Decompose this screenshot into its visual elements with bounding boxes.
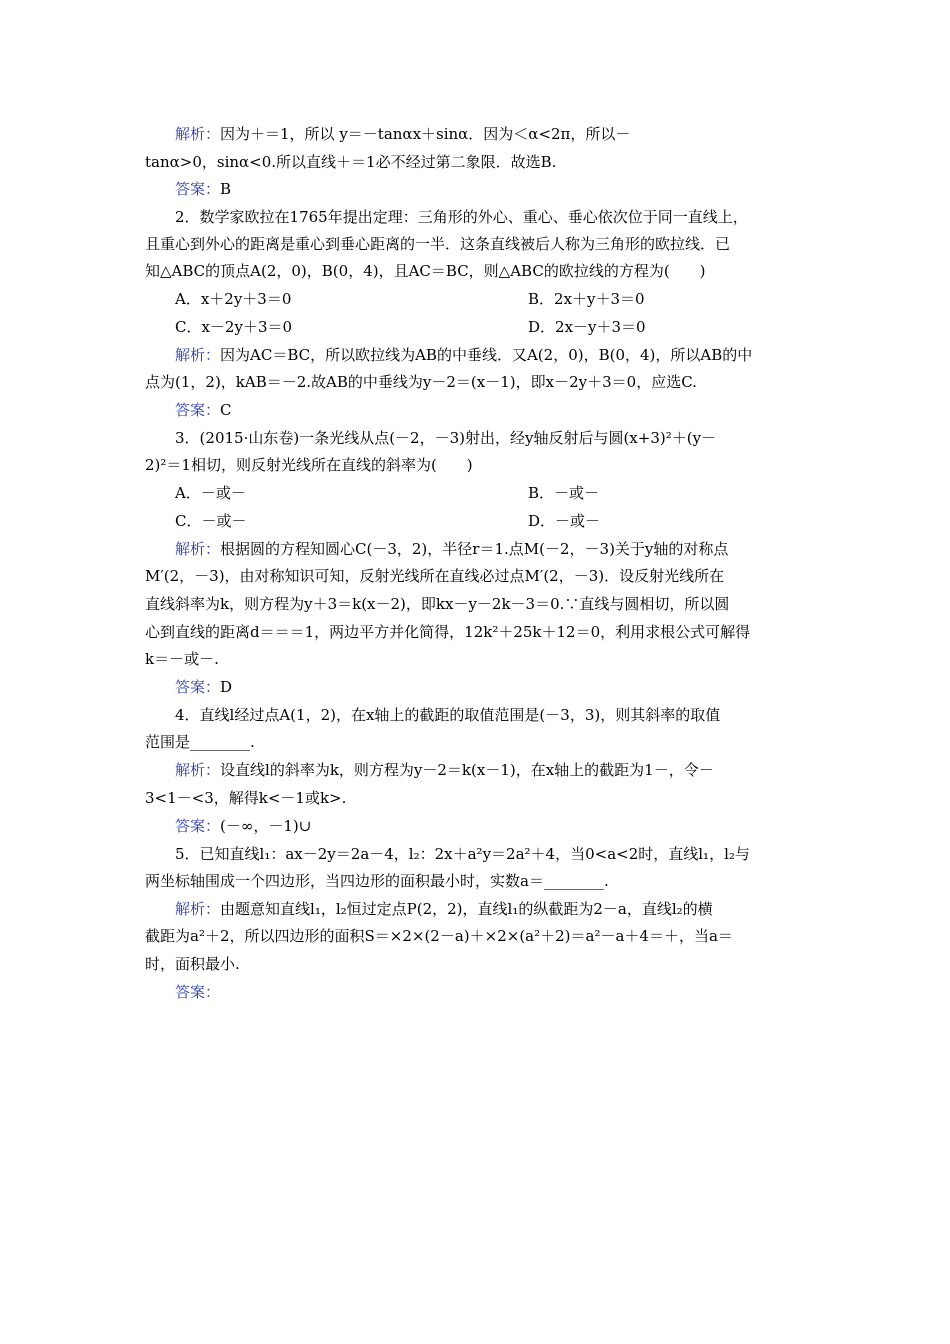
answer-label: 答案： xyxy=(175,401,221,419)
q3-analysis: 解析：根据圆的方程知圆心C(－3，2)，半径r＝1.点M(－2，－3)关于y轴的对称点 xyxy=(175,540,729,558)
analysis-label: 解析： xyxy=(175,540,221,558)
text-line: M′(2，－3)，由对称知识可知，反射光线所在直线必过点M′(2，－3)．设反射光线所在 xyxy=(145,567,725,585)
text-line: 3<1－<3，解得k<－1或k>. xyxy=(145,789,347,807)
option-c: C．－或－ xyxy=(175,512,247,530)
answer-label: 答案： xyxy=(175,180,221,198)
text-line: 知△ABC的顶点A(2，0)，B(0，4)，且AC＝BC，则△ABC的欧拉线的方程为( ) xyxy=(145,262,706,280)
q5-answer xyxy=(175,982,220,1002)
option-a: A．－或－ xyxy=(175,484,246,502)
analysis-label: 解析： xyxy=(175,346,221,364)
q4-text: 4．直线l经过点A(1，2)，在x轴上的截距的取值范围是(－3，3)，则其斜率的取值 xyxy=(175,706,721,724)
text-line: 心到直线的距离d＝＝＝1，两边平方并化简得，12k²＋25k＋12＝0，利用求根公式可解得 xyxy=(145,623,751,641)
option-d: D．2x－y＋3＝0 xyxy=(528,318,646,336)
text-line: 且重心到外心的距离是重心到垂心距离的一半．这条直线被后人称为三角形的欧拉线．已 xyxy=(145,235,731,253)
option-d: D．－或－ xyxy=(528,512,601,530)
text-line: 直线斜率为k，则方程为y＋3＝k(x－2)，即kx－y－2k－3＝0.∵直线与圆相切，所以圆 xyxy=(145,595,730,613)
analysis-label: 解析： xyxy=(175,761,221,779)
analysis-label: 解析： xyxy=(175,125,221,143)
option-b: B．2x＋y＋3＝0 xyxy=(528,290,645,308)
text-line: 点为(1，2)，kAB＝－2.故AB的中垂线为y－2＝(x－1)，即x－2y＋3＝0，应选C. xyxy=(145,373,697,391)
answer-label: 答案： xyxy=(175,678,221,696)
q4-analysis: 解析：设直线l的斜率为k，则方程为y－2＝k(x－1)，在x轴上的截距为1－，令－ xyxy=(175,761,714,779)
q5-analysis: 解析：由题意知直线l₁，l₂恒过定点P(2，2)，直线l₁的纵截距为2－a，直线l₂的横 xyxy=(175,900,713,918)
q2-analysis: 解析：因为AC＝BC，所以欧拉线为AB的中垂线．又A(2，0)，B(0，4)，所以AB的中 xyxy=(175,346,753,364)
q2-answer: 答案：C xyxy=(175,401,232,419)
q1-answer: 答案：B xyxy=(175,180,232,198)
text-line: 两坐标轴围成一个四边形，当四边形的面积最小时，实数a＝________. xyxy=(145,872,609,890)
analysis-label: 解析： xyxy=(175,900,221,918)
q3-text: 3．(2015·山东卷)一条光线从点(－2，－3)射出，经y轴反射后与圆(x+3)²＋(y－ xyxy=(175,429,717,447)
q5-text: 5．已知直线l₁：ax－2y＝2a－4，l₂：2x＋a²y＝2a²＋4，当0<a<2时，直线l₁，l₂与 xyxy=(175,845,750,863)
answer-label: 答案： xyxy=(175,983,221,1001)
text-line: tanα>0，sinα<0.所以直线＋＝1必不经过第二象限．故选B. xyxy=(145,153,557,171)
text-line: 截距为a²＋2，所以四边形的面积S＝×2×(2－a)＋×2×(a²＋2)＝a²－a＋4＝＋，当a＝ xyxy=(145,927,733,945)
q1-analysis: 解析：因为＋＝1，所以 y＝－tanαx＋sinα．因为＜α<2π，所以－ xyxy=(175,125,631,143)
text-line: 2)²＝1相切，则反射光线所在直线的斜率为( ) xyxy=(145,456,473,474)
answer-label: 答案： xyxy=(175,817,221,835)
q3-answer: 答案：D xyxy=(175,678,233,696)
option-b: B．－或－ xyxy=(528,484,600,502)
text-line: 范围是________. xyxy=(145,733,255,751)
option-c: C．x－2y＋3＝0 xyxy=(175,318,293,336)
text-line: 时，面积最小. xyxy=(145,955,240,973)
text-line: k＝－或－. xyxy=(145,650,219,668)
q2-text: 2．数学家欧拉在1765年提出定理：三角形的外心、重心、垂心依次位于同一直线上， xyxy=(175,208,748,226)
option-a: A．x＋2y＋3＝0 xyxy=(175,290,292,308)
q4-answer: 答案：(－∞，－1)∪ xyxy=(175,817,312,835)
